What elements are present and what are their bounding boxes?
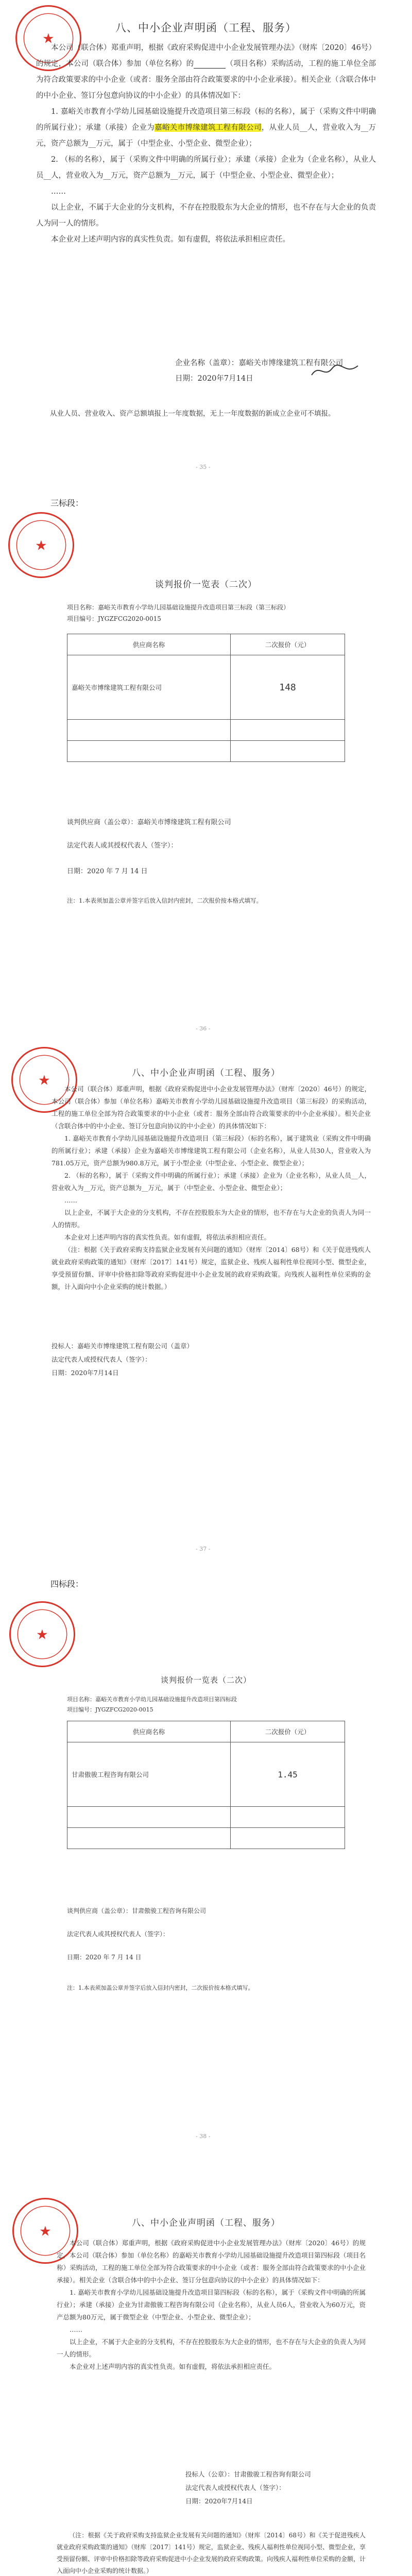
sign-date: 日期：2020 年 7 月 14 日 [67,868,148,875]
table-row [67,720,345,741]
header-cell: 供应商名称 [67,634,231,655]
paragraph: 以上企业，不属于大企业的分支机构，不存在控股股东为大企业的情形，也不存在与大企业的负责人为同一人的情形。 [57,2338,366,2358]
quote-title: 谈判报价一览表（二次） [155,580,257,590]
policy-note: （注：根据《关于政府采购支持监狱企业发展有关问题的通知》（财库〔2014〕68号）和《关于促进残疾人就业政府采购政策的通知》（财库〔2017〕141号）规定，监狱企业、残疾人福利性单位视同小型、微型企业，享受预留份额、评审中价格扣除等政府采购促进中小企业发展的政府采购政策。向残疾人福利性单位采购的金额，计入面向中小企业采购的统计数据。） [57,2532,366,2574]
empty-cell [231,741,345,762]
project-no: 项目编号：JYGZFCG2020-0015 [67,1706,153,1713]
sign-company: 投标人：嘉峪关市博缘建筑工程有限公司（盖章） [52,1342,194,1350]
quote-page-3 [21,515,391,1046]
sign-rep: 法定代表人或授权代表人（签字）： [185,2484,285,2492]
paragraph: （注：根据《关于政府采购支持监狱企业发展有关问题的通知》（财库〔2014〕68号）和《关于促进残疾人就业政府采购政策的通知》（财库〔2017〕141号）规定，监狱企业、残疾人福利性单位视同小型、微型企业，享受预留份额、评审中价格扣除等政府采购促进中小企业发展的政府采购政策。向残疾人福利性单位采购的金额，计入面向中小企业采购的统计数据。） [52,1246,371,1291]
sign-rep: 法定代表人或授权代表人（签字）： [52,1355,151,1363]
sign-date: 日期：2020年7月14日 [185,2497,253,2505]
page-number: - 35 - [196,464,211,470]
paragraph: 本企业对上述声明内容的真实性负责。如有虚假，将依法承担相应责任。 [64,1233,271,1241]
quote-table [67,634,345,762]
svg-text:★: ★ [35,537,47,554]
paragraph: 本公司（联合体）郑重声明，根据《政府采购促进中小企业发展管理办法》（财库〔2020〕46号）的规定，本公司（联合体）参加（单位名称）嘉峪关市教育小学幼儿园基础设施提升改造项目（第三标段）的采购活动，工程的施工单位全部为符合政策要求的中小企业（或者：服务全部由符合政策要求的中小企业承接）。相关企业（含联合体中的中小企业、签订分包意向协议的中小企业）的具体情况如下： [52,1085,371,1130]
svg-text:★: ★ [39,2223,52,2240]
declaration-body [36,40,376,248]
item-1: 1. 嘉峪关市教育小学幼儿园基础设施提升改造项目（第三标段）（标的名称），属于建筑业（采购文件中明确的所属行业）；承建（承接）企业为嘉峪关市博缘建筑工程有限公司（企业名称），从业人员30人，营业收入为781.05万元，资产总额为980.8万元，属于小型企业（中型企业、小型企业、微型企业）； [52,1134,371,1167]
supplier-signature-line: 谈判供应商（盖公章）：嘉峪关市博缘建筑工程有限公司 [67,819,231,826]
page-number: - 38 - [196,2133,211,2140]
item-1: 1. 嘉峪关市教育小学幼儿园基础设施提升改造项目第四标段（标的名称），属于（采购文件中明确的所属行业）；承建（承接）企业为甘肃傲骏工程咨询有限公司（企业名称），从业人员6人，营业收入为60万元，资产总额为80万元，属于微型企业（中型企业、小型企业、微型企业）； [57,2289,366,2321]
note: 注：1.本表须加盖公章并签字后放入信封内密封，二次报价按本格式填写。 [67,897,262,904]
table-row [67,1807,345,1828]
quote-title: 谈判报价一览表（二次） [160,1675,251,1685]
paragraph: 本公司（联合体）郑重声明，根据《政府采购促进中小企业发展管理办法》（财库〔2020〕46号）的规定，本公司（联合体）参加（单位名称）的 （项目名称）采购活动，工程的施工单位全部为符合政策要求的中小企业（或者：服务全部由符合政策要求的中小企业承接）。相关企业（含联合体中的中小企业、签订分包意向协议的中小企业）的具体情况如下： [36,44,376,100]
header-cell: 二次报价（元） [231,1721,345,1742]
paragraph: 本企业对上述声明内容的真实性负责。如有虚假，将依法承担相应责任。 [51,235,290,244]
declaration-page-1 [21,0,391,484]
paragraph: 本公司（联合体）郑重声明，根据《政府采购促进中小企业发展管理办法》（财库〔2020〕46号）的规定，本公司（联合体）参加（单位名称）的嘉峪关市教育小学幼儿园基础设施提升改造项目第四标段（项目名称）采购活动，工程的施工单位全部为符合政策要求的中小企业（或者：服务全部由符合政策要求的中小企业承接）。相关企业（含联合体中的中小企业、签订分包意向协议的中小企业）的具体情况如下： [57,2239,366,2284]
supplier-cell: 嘉峪关市博缘建筑工程有限公司 [67,655,231,720]
sign-date: 日期：2020年7月14日 [175,375,253,383]
table-row [67,741,345,762]
company-name: 嘉峪关市博缘建筑工程有限公司 [154,124,262,132]
paragraph: 本企业对上述声明内容的真实性负责。如有虚假，将依法承担相应责任。 [70,2363,276,2370]
sign-rep: 法定代表人或其授权代表人（签字）： [67,842,178,850]
section-title: 八、中小企业声明函（工程、服务） [115,22,297,34]
empty-cell [67,1807,231,1828]
empty-cell [231,1828,345,1849]
empty-cell [67,741,231,762]
footnote: 从业人员、营业收入、资产总额填报上一年度数据，无上一年度数据的新成立企业可不填报。 [50,410,335,418]
project-name-blank [194,60,226,69]
quote-table [67,1721,345,1849]
table-header-row [67,1721,345,1742]
page-number: - 37 - [196,1546,211,1552]
sign-supplier: 谈判供应商（盖公章）：甘肃傲骏工程咨询有限公司 [67,1907,207,1914]
table-header-row [67,634,345,655]
item-3: …… [64,1196,77,1204]
project-name: 项目名称：嘉峪关市教育小学幼儿园基础设施提升改造项目第三标段（第三标段） [67,604,290,611]
item-2: …… [70,2326,82,2333]
declaration-body [57,2237,366,2373]
sign-company: 投标人（公章）：甘肃傲骏工程咨询有限公司 [185,2470,311,2478]
svg-text:★: ★ [38,1072,50,1089]
supplier-cell: 甘肃傲骏工程咨询有限公司 [67,1742,231,1807]
item-2: 2. （标的名称），属于（采购文件中明确的所属行业）；承建（承接）企业为（企业名称），从业人员__人，营业收入为__万元，资产总额为__万元，属于（中型企业、小型企业、微型企业）； [36,156,376,180]
price-cell: 1.45 [231,1742,345,1807]
section-title: 八、中小企业声明函（工程、服务） [132,2218,280,2228]
header-cell: 二次报价（元） [231,634,345,655]
note: 注：1.本表须加盖公章并签字后放入信封内密封，二次报价按本格式填写。 [67,1985,254,1991]
sign-rep: 法定代表人或其授权代表人（签字）： [67,1930,169,1938]
header-cell: 供应商名称 [67,1721,231,1742]
quote-page-4 [21,1597,391,2154]
table-row [67,655,345,720]
project-name: 项目名称：嘉峪关市教育小学幼儿园基础设施提升改造项目第四标段 [67,1696,237,1703]
section-title: 八、中小企业声明函（工程、服务） [132,1068,280,1078]
red-seal-stamp [9,1601,75,1667]
sign-company: 企业名称（盖章）：嘉峪关市博缘建筑工程有限公司 [175,359,344,367]
declaration-page-3 [21,1051,391,1566]
item-3: …… [51,188,66,196]
svg-text:★: ★ [36,1626,48,1643]
signature-block [185,2468,311,2508]
sign-date: 日期：2020 年 7 月 14 日 [67,1954,142,1961]
red-seal-stamp [8,512,74,578]
section-label-4: 四标段： [50,1579,84,1589]
paragraph: 以上企业，不属于大企业的分支机构，不存在控股股东为大企业的情形，也不存在与大企业的负责人为同一人的情形。 [36,204,376,228]
declaration-page-4 [21,2179,391,2576]
empty-cell [231,720,345,741]
project-no: 项目编号：JYGZFCG2020-0015 [67,615,161,622]
page-number: - 36 - [196,1025,211,1032]
paragraph: 以上企业，不属于大企业的分支机构，不存在控股股东为大企业的情形，也不存在与大企业的负责人为同一人的情形。 [52,1209,371,1229]
handwritten-signature [309,361,360,381]
sign-date: 日期：2020年7月14日 [52,1369,119,1377]
empty-cell [231,1807,345,1828]
price-cell: 148 [231,655,345,720]
svg-text:★: ★ [42,30,55,47]
table-row [67,1742,345,1807]
empty-cell [67,720,231,741]
empty-cell [67,1828,231,1849]
item-2: 2. （标的名称），属于（采购文件中明确的所属行业）；承建（承接）企业为（企业名称），从业人员__人，营业收入为__万元，资产总额为__万元，属于（中型企业、小型企业、微型企业）； [52,1172,371,1192]
table-row [67,1828,345,1849]
declaration-body [52,1083,371,1293]
item-1: 1. 嘉峪关市教育小学幼儿园基础设施提升改造项目第三标段（标的名称），属于（采购文件中明确的所属行业）；承建（承接）企业为嘉峪关市博缘建筑工程有限公司，从业人员__人，营业收入为__万元，资产总额为__万元，属于（中型企业、小型企业、微型企业）； [36,108,376,148]
signature-block [52,1340,193,1380]
section-label-3: 三标段： [50,498,84,508]
